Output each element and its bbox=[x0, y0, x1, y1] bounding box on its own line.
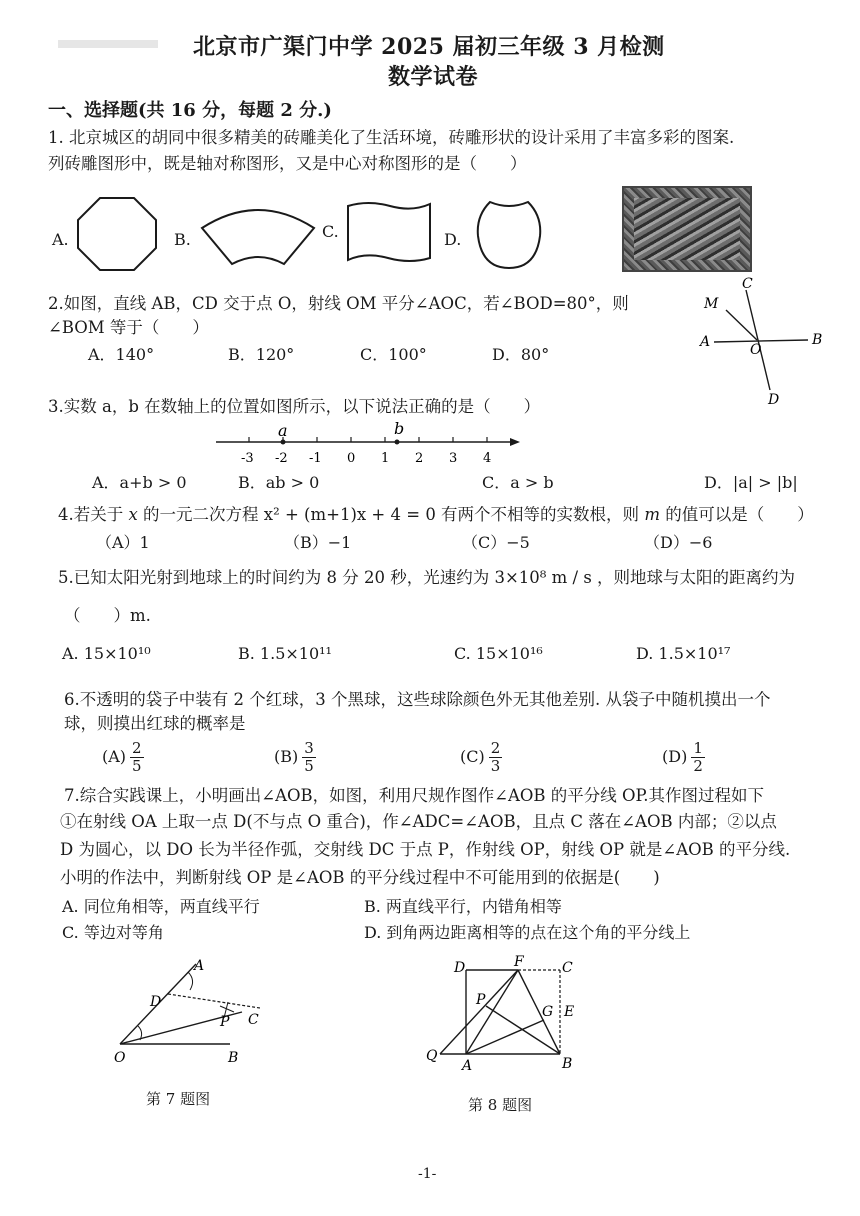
q8-label-c: C bbox=[562, 960, 573, 976]
q7-stem-line2: ①在射线 OA 上取一点 D(不与点 O 重合)，作∠ADC=∠AOB，且点 C 落在∠AOB 内部；②以点 bbox=[60, 812, 777, 831]
q3-tick-label: -3 bbox=[241, 451, 254, 466]
q7-stem-line4: 小明的作法中，判断射线 OP 是∠AOB 的平分线过程中不可能用到的依据是( ) bbox=[60, 868, 660, 887]
q8-label-e: E bbox=[564, 1004, 575, 1020]
q3-stem: 3.实数 a，b 在数轴上的位置如图所示，以下说法正确的是（ ） bbox=[48, 397, 541, 416]
page-number: -1- bbox=[418, 1166, 437, 1182]
q1-vase-shape bbox=[470, 196, 548, 272]
q3-tick-label: 0 bbox=[347, 451, 356, 466]
q8-label-d: D bbox=[454, 960, 466, 976]
q1-option-b-label: B. bbox=[174, 230, 191, 249]
q2-label-o: O bbox=[750, 342, 762, 358]
q7-label-o: O bbox=[114, 1050, 126, 1066]
q7-option-b: B. 两直线平行，内错角相等 bbox=[364, 897, 562, 916]
q1-stem-line2: 列砖雕图形中，既是轴对称图形，又是中心对称图形的是（ ） bbox=[48, 154, 527, 173]
q4-stem: 4.若关于 x 的一元二次方程 x² + (m+1)x + 4 = 0 有两个不相等的实数根，则 m 的值可以是（ ） bbox=[58, 505, 814, 524]
q5-option-a: A. 15×10¹⁰ bbox=[62, 644, 151, 663]
q5-option-c: C. 15×10¹⁶ bbox=[454, 644, 543, 663]
q6-option-d: (D) $\frac{1}{2}$ bbox=[662, 739, 703, 775]
q2-stem-line1: 2.如图，直线 AB，CD 交于点 O，射线 OM 平分∠AOC，若∠BOD=80°，则 bbox=[48, 294, 629, 313]
q3-tick-label: 1 bbox=[381, 451, 390, 466]
q6-option-a: (A) $\frac{2}{5}$ bbox=[102, 739, 142, 775]
page-subtitle: 数学试卷 bbox=[388, 64, 479, 90]
scan-artifact bbox=[58, 40, 158, 48]
section-heading: 一、选择题(共 16 分，每题 2 分.) bbox=[48, 100, 332, 121]
q8-label-q: Q bbox=[426, 1048, 438, 1064]
q3-tick-label: 2 bbox=[415, 451, 424, 466]
q3-number-line bbox=[210, 418, 530, 470]
q3-point-a bbox=[281, 440, 286, 445]
q8-figure bbox=[420, 950, 590, 1080]
q8-label-a: A bbox=[462, 1058, 473, 1074]
q7-option-c: C. 等边对等角 bbox=[62, 923, 164, 942]
q1-octagon-shape bbox=[76, 196, 158, 272]
q7-label-a: A bbox=[194, 958, 205, 974]
q4-option-b: （B）−1 bbox=[284, 533, 352, 552]
q2-label-a: A bbox=[700, 334, 711, 350]
q3-option-a: A．a+b > 0 bbox=[92, 473, 187, 492]
q6-option-b: (B) $\frac{3}{5}$ bbox=[274, 739, 314, 775]
q6-stem-line1: 6.不透明的袋子中装有 2 个红球，3 个黑球，这些球除颜色外无其他差别. 从袋子中随机摸出一个 bbox=[64, 690, 771, 709]
q2-option-d: D．80° bbox=[492, 345, 550, 364]
brick-carving-photo bbox=[622, 186, 752, 272]
q2-stem-line2: ∠BOM 等于（ ） bbox=[48, 318, 209, 337]
q8-label-g: G bbox=[542, 1004, 554, 1020]
q7-option-d: D. 到角两边距离相等的点在这个角的平分线上 bbox=[364, 923, 691, 942]
q7-caption: 第 7 题图 bbox=[146, 1090, 211, 1108]
q1-option-a-label: A. bbox=[52, 230, 69, 249]
q3-tick-label: 4 bbox=[483, 451, 492, 466]
q3-option-c: C．a > b bbox=[482, 473, 554, 492]
q4-option-a: （A）1 bbox=[96, 533, 150, 552]
q3-option-d: D．|a| > |b| bbox=[704, 473, 798, 492]
q1-option-c-label: C. bbox=[322, 222, 339, 241]
q7-stem-line3: D 为圆心，以 DO 长为半径作弧，交射线 DC 于点 P，作射线 OP，射线 OP 就是∠AOB 的平分线. bbox=[60, 840, 791, 859]
q8-caption: 第 8 题图 bbox=[468, 1096, 533, 1114]
q8-label-f: F bbox=[514, 954, 524, 970]
q3-tick-label: -1 bbox=[309, 451, 322, 466]
q6-option-c: (C) $\frac{2}{3}$ bbox=[460, 739, 501, 775]
q2-option-b: B．120° bbox=[228, 345, 295, 364]
q8-label-b: B bbox=[562, 1056, 573, 1072]
q1-option-d-label: D. bbox=[444, 230, 462, 249]
q2-option-a: A．140° bbox=[88, 345, 155, 364]
q7-label-b: B bbox=[228, 1050, 239, 1066]
q7-label-c: C bbox=[248, 1012, 259, 1028]
q1-fan-shape bbox=[198, 198, 318, 268]
q3-label-a: a bbox=[278, 421, 288, 440]
q2-option-c: C．100° bbox=[360, 345, 427, 364]
page-title: 北京市广渠门中学 2025 届初三年级 3 月检测 bbox=[193, 34, 665, 60]
q8-label-p: P bbox=[476, 992, 486, 1008]
q7-label-d: D bbox=[150, 994, 162, 1010]
q7-label-p: P bbox=[220, 1014, 230, 1030]
q7-figure bbox=[110, 950, 280, 1080]
q5-option-d: D. 1.5×10¹⁷ bbox=[636, 644, 731, 663]
q3-tick-label: 3 bbox=[449, 451, 458, 466]
q3-tick-label: -2 bbox=[275, 451, 288, 466]
q3-label-b: b bbox=[394, 419, 405, 438]
q5-option-b: B. 1.5×10¹¹ bbox=[238, 644, 332, 663]
q7-option-a: A. 同位角相等，两直线平行 bbox=[62, 897, 260, 916]
q3-point-b bbox=[395, 440, 400, 445]
q2-label-m: M bbox=[704, 296, 719, 312]
q1-scroll-shape bbox=[344, 200, 434, 266]
q1-stem-line1: 1. 北京城区的胡同中很多精美的砖雕美化了生活环境，砖雕形状的设计采用了丰富多彩的图案. bbox=[48, 128, 735, 147]
q4-option-c: （C）−5 bbox=[462, 533, 530, 552]
q4-option-d: （D）−6 bbox=[644, 533, 713, 552]
q5-stem-line1: 5.已知太阳光射到地球上的时间约为 8 分 20 秒，光速约为 3×10⁸ m / s ，则地球与太阳的距离约为 bbox=[58, 568, 796, 587]
q2-label-b: B bbox=[812, 332, 823, 348]
q2-figure bbox=[696, 276, 826, 408]
q7-stem-line1: 7.综合实践课上，小明画出∠AOB，如图，利用尺规作图作∠AOB 的平分线 OP.其作图过程如下 bbox=[64, 786, 765, 805]
q2-label-d: D bbox=[768, 392, 780, 408]
q3-option-b: B．ab > 0 bbox=[238, 473, 320, 492]
q5-stem-line2: （ ）m. bbox=[64, 606, 151, 625]
q6-stem-line2: 球，则摸出红球的概率是 bbox=[64, 714, 246, 733]
q2-label-c: C bbox=[742, 276, 753, 292]
